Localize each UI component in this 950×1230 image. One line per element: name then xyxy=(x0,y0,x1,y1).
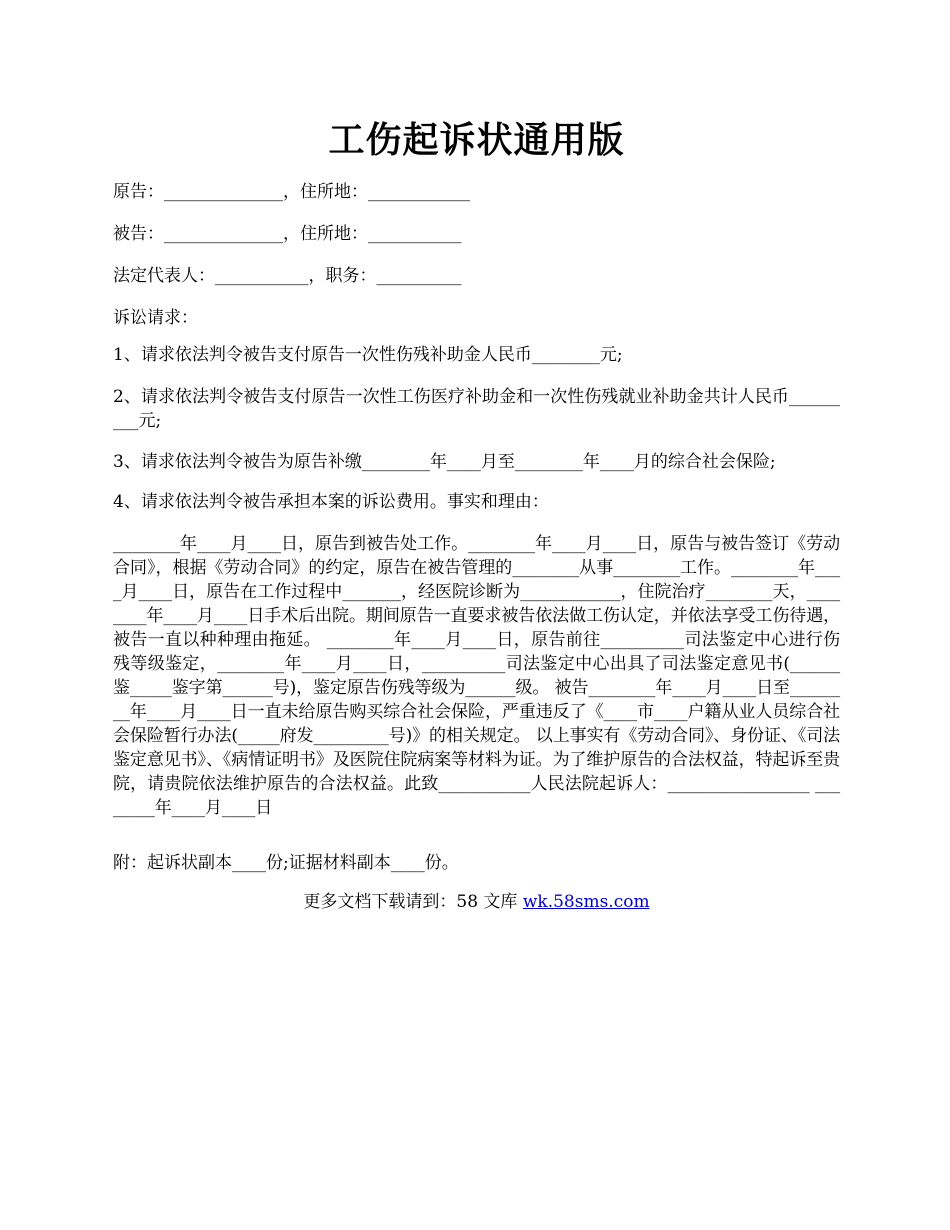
attachment-line: 附：起诉状副本____份;证据材料副本____份。 xyxy=(113,853,459,873)
footer-text: 更多文档下载请到：58 文库 xyxy=(303,892,523,912)
defendant-line: 被告：______________，住所地：___________ xyxy=(113,224,462,244)
facts-paragraph: ________年____月____日，原告到被告处工作。________年____月____日，原告与被告签订《劳动合同》，根据《劳动合同》的约定，原告在被告管理的________从事________工作。________年____月____日，原告在工作过程中_______，经医院诊断为____________，住院治疗________天，________年____月____日手术后出院。期间原告一直要求被告依法做工伤认定，并依法享受工伤待遇，被告一直以种种理由拖延。 ________年____月____日，原告前往__________司法鉴定中心进行伤残等级鉴定，________年____月____日，__________司法鉴定中心出具了司法鉴定意见书(______鉴_____鉴字第______号)，鉴定原告伤残等级为______级。 被告________年____月____日至________年____月____日一直未给原告购买综合社会保险，严重违反了《____市____户籍从业人员综合社会保险暂行办法(_____府发_________号)》的相关规定。 以上事实有《劳动合同》、身份证、《司法鉴定意见书》、《病情证明书》及医院住院病案等材料为证。为了维护原告的合法权益，特起诉至贵院，请贵院依法维护原告的合法权益。此致___________人民法院起诉人：_________________ ________年____月____日 xyxy=(113,534,840,818)
claim-4: 4、请求依法判令被告承担本案的诉讼费用。事实和理由： xyxy=(113,492,549,512)
document-title: 工伤起诉状通用版 xyxy=(328,119,625,161)
plaintiff-line: 原告：______________，住所地：____________ xyxy=(113,182,470,202)
footer-link[interactable]: wk.58sms.com xyxy=(522,892,650,912)
footer xyxy=(113,890,840,914)
claim-1: 1、请求依法判令被告支付原告一次性伤残补助金人民币________元; xyxy=(113,345,623,365)
legal-representative-line: 法定代表人：___________，职务：__________ xyxy=(113,266,462,286)
claims-heading: 诉讼请求： xyxy=(113,308,198,328)
claim-3: 3、请求依法判令被告为原告补缴________年____月至________年____月的综合社会保险; xyxy=(113,452,776,472)
claim-2: 2、请求依法判令被告支付原告一次性工伤医疗补助金和一次性伤残就业补助金共计人民币_________元; xyxy=(113,387,840,431)
